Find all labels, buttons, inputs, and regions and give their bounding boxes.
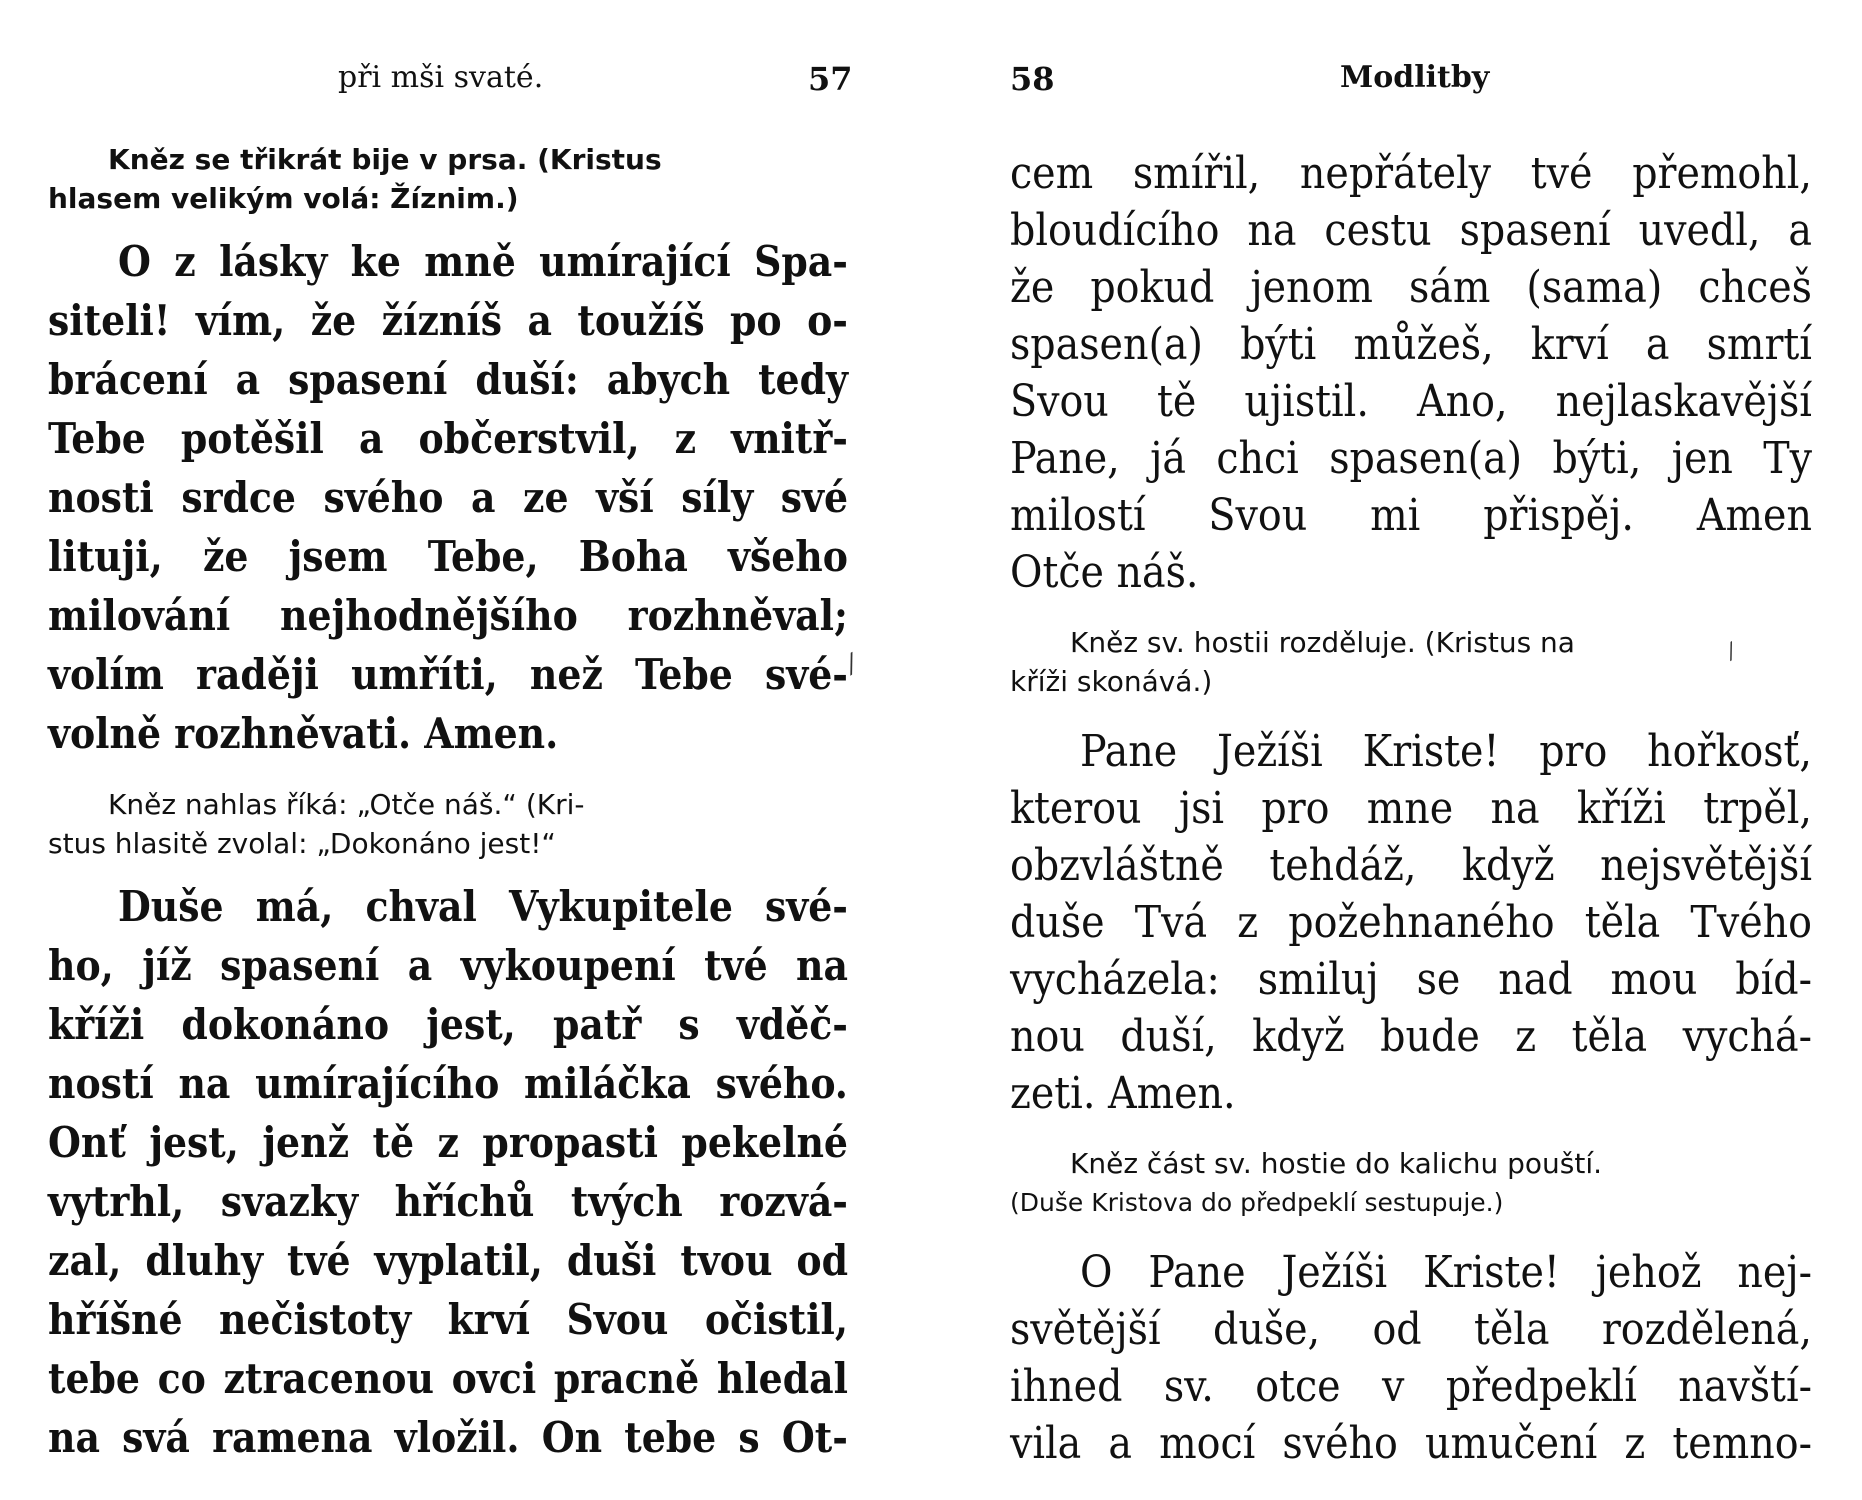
prayer-line: milování nejhodnějšího rozhněval; bbox=[48, 591, 848, 640]
prayer-paragraph bbox=[1010, 145, 1812, 601]
prayer-line: tebe co ztracenou ovci pracně hledal bbox=[48, 1354, 848, 1403]
ink-mark: ⁄ bbox=[1723, 640, 1740, 665]
running-title: Modlitby bbox=[1340, 60, 1490, 95]
prayer-line: Pane Ježíši Kriste! pro hořkosť, bbox=[1080, 726, 1812, 777]
prayer-paragraph bbox=[48, 877, 848, 1467]
prayer-line: Duše má, chval Vykupitele své- bbox=[118, 882, 848, 931]
page-number: 58 bbox=[1010, 60, 1055, 98]
rubric bbox=[48, 785, 848, 863]
rubric-line: hlasem velikým volá: Žíznim.) bbox=[48, 182, 519, 215]
prayer-line: zeti. Amen. bbox=[1010, 1068, 1236, 1119]
prayer-line: Svou tě ujistil. Ano, nejlaskavější bbox=[1010, 376, 1812, 427]
rubric bbox=[48, 140, 848, 218]
prayer-line: Otče náš. bbox=[1010, 547, 1199, 598]
prayer-line: vytrhl, svazky hříchů tvých rozvá- bbox=[48, 1177, 848, 1226]
prayer-line: volím raději umříti, než Tebe své- bbox=[48, 650, 848, 699]
prayer-line: kříži dokonáno jest, patř s vděč- bbox=[48, 1000, 848, 1049]
page-body bbox=[48, 140, 848, 1467]
rubric-line: (Duše Kristova do předpeklí sestupuje.) bbox=[1010, 1188, 1504, 1217]
prayer-line: lituji, že jsem Tebe, Boha všeho bbox=[48, 532, 848, 581]
prayer-line: ihned sv. otce v předpeklí navští- bbox=[1010, 1361, 1812, 1412]
prayer-line: vycházela: smiluj se nad mou bíd- bbox=[1010, 954, 1812, 1005]
prayer-line: že pokud jenom sám (sama) chceš bbox=[1010, 262, 1812, 313]
rubric-line: Kněz se třikrát bije v prsa. (Kristus bbox=[108, 143, 662, 176]
prayer-line: duše Tvá z požehnaného těla Tvého bbox=[1010, 897, 1812, 948]
prayer-paragraph bbox=[1010, 723, 1812, 1122]
prayer-line: brácení a spasení duší: abych tedy bbox=[48, 355, 848, 404]
prayer-paragraph bbox=[1010, 1244, 1812, 1472]
ink-mark: ⁄ bbox=[842, 650, 862, 680]
prayer-line: hříšné nečistoty krví Svou očistil, bbox=[48, 1295, 848, 1344]
prayer-line: siteli! vím, že žízníš a toužíš po o- bbox=[48, 296, 848, 345]
prayer-line: O Pane Ježíši Kriste! jehož nej- bbox=[1080, 1247, 1812, 1298]
prayer-line: obzvláštně tehdáž, když nejsvětější bbox=[1010, 840, 1812, 891]
prayer-line: milostí Svou mi přispěj. Amen bbox=[1010, 490, 1812, 541]
rubric bbox=[1010, 623, 1812, 701]
prayer-line: Onť jest, jenž tě z propasti pekelné bbox=[48, 1118, 848, 1167]
prayer-line: zal, dluhy tvé vyplatil, duši tvou od bbox=[48, 1236, 848, 1285]
page-number: 57 bbox=[808, 60, 853, 98]
prayer-line: O z lásky ke mně umírající Spa- bbox=[118, 237, 848, 286]
prayer-line: bloudícího na cestu spasení uvedl, a bbox=[1010, 205, 1812, 256]
prayer-line: volně rozhněvati. Amen. bbox=[48, 709, 559, 758]
rubric-line: Kněz nahlas říká: „Otče náš.“ (Kri- bbox=[108, 788, 585, 821]
prayer-line: světější duše, od těla rozdělená, bbox=[1010, 1304, 1812, 1355]
page-body bbox=[1010, 145, 1812, 1472]
prayer-line: nosti srdce svého a ze vší síly své bbox=[48, 473, 848, 522]
prayer-line: vila a mocí svého umučení z temno- bbox=[1010, 1418, 1812, 1469]
prayer-line: na svá ramena vložil. On tebe s Ot- bbox=[48, 1413, 848, 1462]
prayer-line: nou duší, když bude z těla vychá- bbox=[1010, 1011, 1812, 1062]
rubric-line: Kněz část sv. hostie do kalichu pouští. bbox=[1070, 1147, 1603, 1180]
prayer-line: Pane, já chci spasen(a) býti, jen Ty bbox=[1010, 433, 1812, 484]
prayer-line: ho, jíž spasení a vykoupení tvé na bbox=[48, 941, 848, 990]
prayer-line: cem smířil, nepřátely tvé přemohl, bbox=[1010, 148, 1812, 199]
prayer-line: spasen(a) býti můžeš, krví a smrtí bbox=[1010, 319, 1812, 370]
prayer-line: ností na umírajícího miláčka svého. bbox=[48, 1059, 848, 1108]
prayer-line: Tebe potěšil a občerstvil, z vnitř- bbox=[48, 414, 848, 463]
prayer-line: kterou jsi pro mne na kříži trpěl, bbox=[1010, 783, 1812, 834]
rubric-line: stus hlasitě zvolal: „Dokonáno jest!“ bbox=[48, 827, 556, 860]
rubric-line: Kněz sv. hostii rozděluje. (Kristus na bbox=[1070, 626, 1575, 659]
rubric bbox=[1010, 1144, 1812, 1222]
running-title: při mši svaté. bbox=[338, 60, 544, 95]
prayer-paragraph bbox=[48, 232, 848, 763]
rubric-line: kříži skonává.) bbox=[1010, 665, 1213, 698]
